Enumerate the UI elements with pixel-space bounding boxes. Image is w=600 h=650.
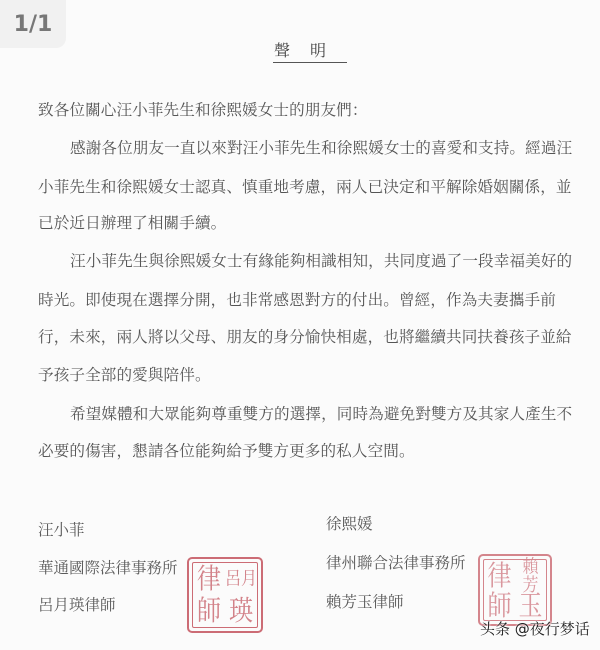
document-title [0, 38, 600, 63]
title-text: 聲明 [273, 38, 347, 63]
stamp-char: 師 [487, 589, 512, 623]
stamp-char: 律 [197, 562, 221, 596]
law-firm-left: 華通國際法律事務所 [38, 559, 178, 577]
lawyer-left: 呂月瑛律師 [38, 596, 116, 614]
paragraph-line: 汪小菲先生與徐熙媛女士有緣能夠相識相知，共同度過了一段幸福美好的 [70, 252, 573, 270]
law-firm-right: 律州聯合法律事務所 [326, 554, 466, 572]
paragraph-line: 行，未來，兩人將以父母、朋友的身分愉快相處，也將繼續共同扶養孩子並給 [38, 328, 572, 346]
seal-stamp-left [187, 557, 263, 633]
paragraph-line: 希望媒體和大眾能夠尊重雙方的選擇，同時為避免對雙方及其家人產生不 [70, 405, 573, 423]
seal-stamp-right [478, 554, 552, 626]
salutation: 致各位關心汪小菲先生和徐熙媛女士的朋友們： [38, 101, 368, 119]
signatory-name-right: 徐熙媛 [326, 515, 373, 533]
stamp-char: 瑛 [229, 594, 253, 628]
source-watermark: 头条 @夜行梦话 [480, 620, 590, 638]
paragraph-line: 時光。即使現在選擇分開，也非常感恩對方的付出。曾經，作為夫妻攜手前 [38, 291, 556, 309]
stamp-char: 律 [487, 559, 512, 593]
paragraph-line: 予孩子全部的愛與陪伴。 [38, 366, 211, 384]
stamp-char: 呂月 [225, 567, 258, 590]
paragraph-line: 已於近日辦理了相關手續。 [38, 214, 227, 232]
stamp-char: 玉 [518, 589, 543, 623]
lawyer-right: 賴芳玉律師 [326, 593, 404, 611]
paragraph-line: 小菲先生和徐熙媛女士認真、慎重地考慮，兩人已決定和平解除婚姻關係，並 [38, 178, 572, 196]
paragraph-line: 必要的傷害，懇請各位能夠給予雙方更多的私人空間。 [38, 442, 415, 460]
page-indicator-badge: 1/1 [0, 0, 66, 48]
paragraph-line: 感謝各位朋友一直以來對汪小菲先生和徐熙媛女士的喜愛和支持。經過汪 [70, 139, 573, 157]
signatory-name-left: 汪小菲 [38, 521, 85, 539]
stamp-char: 師 [197, 594, 221, 628]
stamp-char: 賴芳 [522, 555, 539, 596]
